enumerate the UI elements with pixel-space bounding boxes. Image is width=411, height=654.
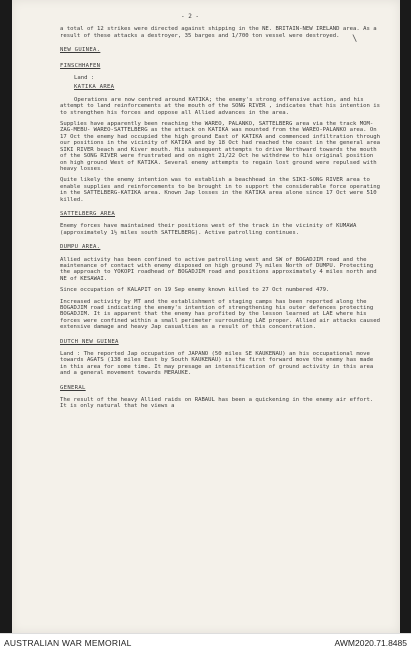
sattelberg-paragraph: Enemy forces have maintained their positions west of the track in the vicinity of KUMAWA (approximately 1½ miles south SATTELBERG). Active patrolling continues. xyxy=(60,223,357,236)
heading-sattelberg-area: SATTELBERG AREA xyxy=(60,210,116,217)
heading-finschhafen: FINSCHHAFEN xyxy=(60,62,101,69)
catalogue-number: AWM2020.71.8485 xyxy=(334,638,407,648)
dutch-paragraph: Land : The reported Jap occupation of JAPANO (50 miles SE KAUKENAU) an his occupational move towards AGATS (138 miles East by South KAUKENAU) is the first forward move the enemy has made in this area for some time. It may presage an intensification of ground activity in this area and a general movement towards MERAUKE. xyxy=(60,351,374,377)
dumpu-paragraph-2: Since occupation of KALAPIT on 19 Sep enemy known killed to 27 Oct numbered 479. xyxy=(60,287,330,294)
document-page xyxy=(12,0,400,633)
land-label: Land : xyxy=(74,75,95,82)
katika-paragraph-1: Operations are now centred around KATIKA; the enemy's strong offensive action, and his attempt to land reinforcements at the mouth of the SONG RIVER , indicates that his intention is to strengthen his forces and oppose all Allied advances in the area. xyxy=(60,96,380,116)
document-body xyxy=(60,14,380,415)
intro-paragraph: a total of 12 strikes were directed against shipping in the NE. BRITAIN-NEW IRELAND area. As a result of these attacks a destroyer, 35 barges and 1/700 ton vessel were destroyed. xyxy=(60,26,377,39)
heading-dumpu-area: DUMPU AREA. xyxy=(60,244,101,251)
katika-paragraph-3: Quite likely the enemy intention was to establish a beachhead in the SIKI-SONG RIVER area to enable supplies and reinforcements to be brought in to support the considerable force operating in the SATTELBERG-KATIKA area. Known Jap losses in the KATIKA area alone since 17 Oct were 510 killed. xyxy=(60,177,380,203)
institution-name: AUSTRALIAN WAR MEMORIAL xyxy=(4,638,132,648)
heading-katika-area: KATIKA AREA xyxy=(74,84,115,91)
heading-new-guinea: NEW GUINEA. xyxy=(60,47,101,54)
dumpu-paragraph-1: Allied activity has been confined to active patrolling west and SW of BOGADJIM road and the maintenance of contact with enemy disposed on high ground 7½ miles North of DUMPU. Protecting the approach to YOKOPI roadhead of BOGADJIM road and positions approximately 4 miles north and NE of KESAWAI. xyxy=(60,256,377,282)
general-paragraph: The result of the heavy Allied raids on RABAUL has been a quickening in the enemy air effort. It is only natural that he views a xyxy=(60,397,374,410)
katika-paragraph-2: Supplies have apparently been reaching the WAREO, PALANKO, SATTELBERG area via the track MOM-ZAG-MEBU- WAREO-SATTELBERG as the attack on KATIKA was mounted from the WAREO-PALANKO area. On 17 Oct the enemy had occupied the high ground East of KATIKA and commenced infiltration through our positions in the vicinity of KATIKA and by 18 Oct had reached the coast in the general area SIKI RIVER beach and Kiver mouth. His subsequent attempts to drive Northward towards the mouth of the SONG RIVER were frustrated and on night 21/22 Oct he withdrew to his original position on high ground West of KATIKA. Several enemy attempts to regain lost ground were repulsed with heavy losses. xyxy=(60,121,380,172)
footer-bar xyxy=(0,633,411,654)
heading-general: GENERAL xyxy=(60,384,86,391)
page-number: - 2 - xyxy=(180,13,200,20)
margin-mark: \ xyxy=(352,34,358,44)
heading-dutch-new-guinea: DUTCH NEW GUINEA xyxy=(60,338,119,345)
dumpu-paragraph-3: Increased activity by MT and the establishment of staging camps has been reported along the BOGADJIM road indicating the enemy's intention of strengthening his outer defences protecting BOGADJIM. It is apparent that the enemy has profited by the lesson learned at LAE where his forces were confined within a small perimeter surrounding LAE proper. Allied air attacks caused extensive damage and heavy Jap casualties as a result of this concentration. xyxy=(60,298,380,331)
